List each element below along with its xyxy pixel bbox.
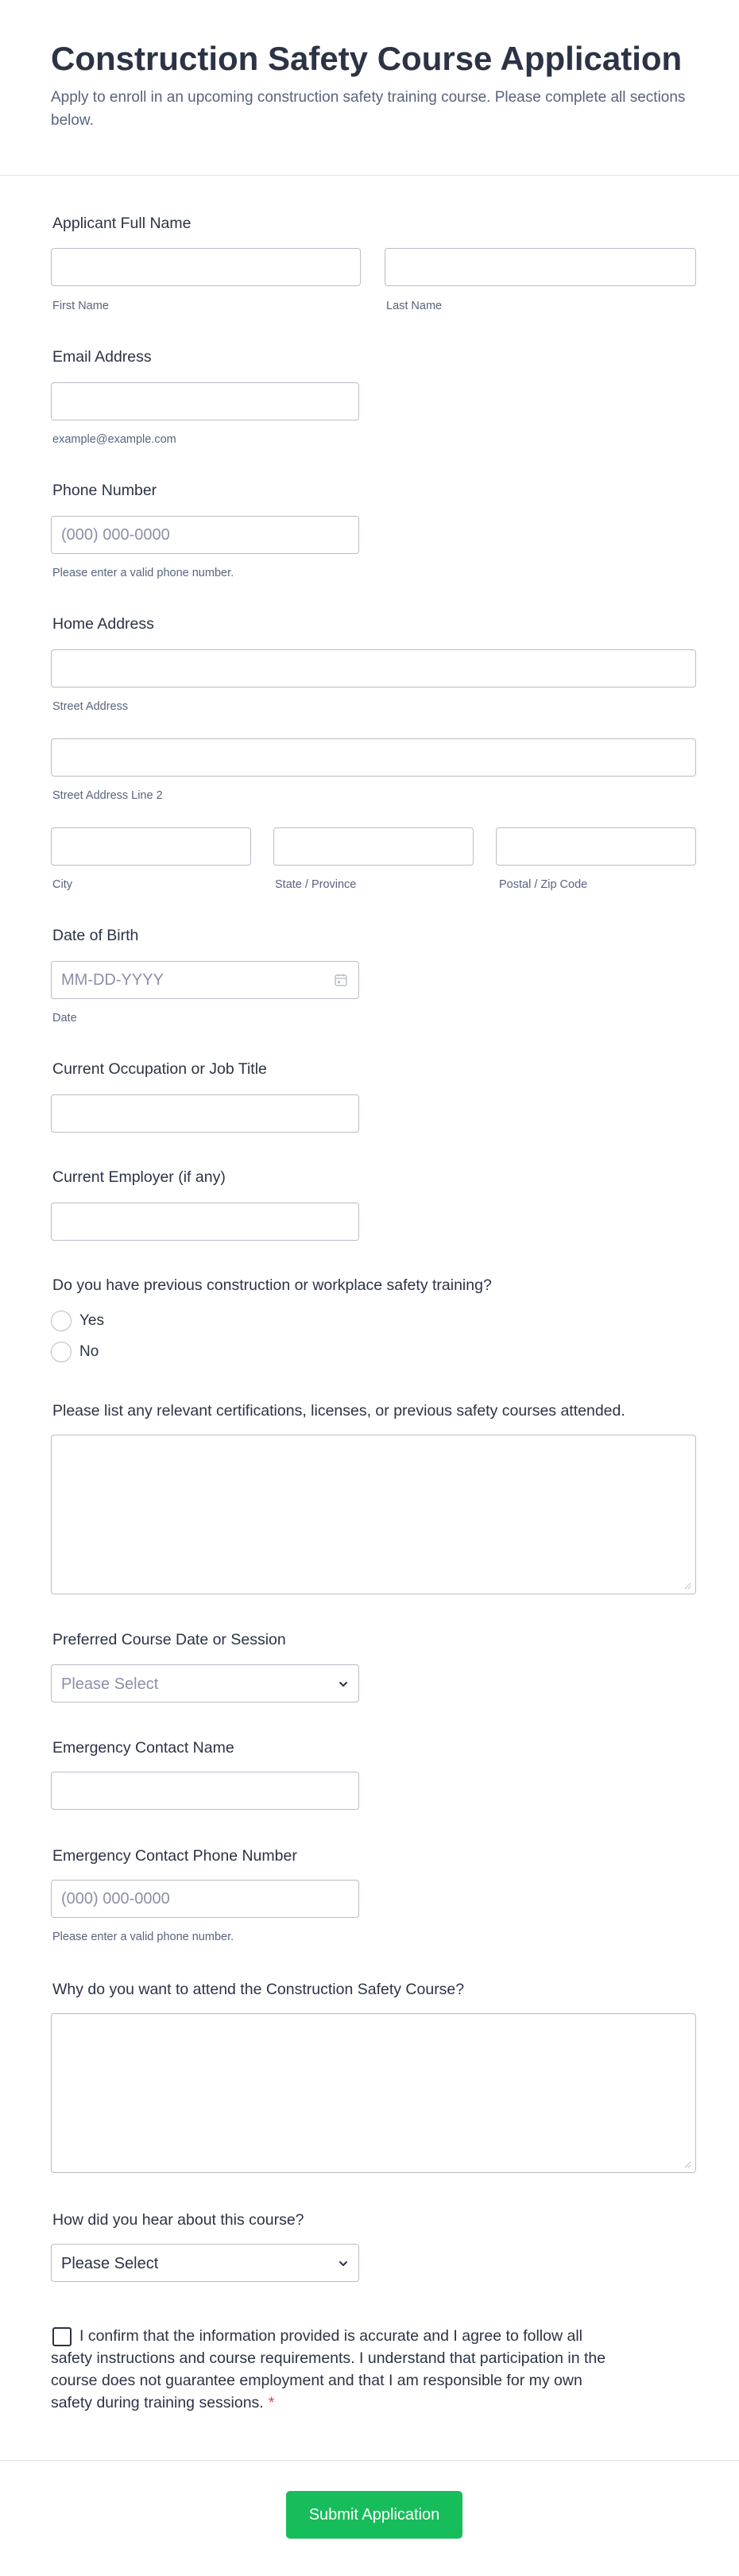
radio-yes[interactable] — [51, 1311, 72, 1331]
state-input[interactable] — [273, 827, 474, 866]
dob-input[interactable] — [51, 961, 359, 999]
address-label: Home Address — [52, 615, 154, 633]
street-address-sublabel: Street Address — [52, 700, 129, 713]
emergency-phone-sublabel: Please enter a valid phone number. — [52, 1931, 234, 1943]
full-name-label: Applicant Full Name — [52, 215, 192, 232]
chevron-down-icon — [338, 2258, 349, 2269]
form-title: Construction Safety Course Application — [51, 40, 683, 77]
certifications-label: Please list any relevant certifications, licenses, or previous safety courses attended. — [52, 1402, 625, 1420]
reason-label: Why do you want to attend the Construction Safety Course? — [52, 1981, 465, 1998]
emergency-name-input[interactable] — [51, 1772, 359, 1810]
city-input[interactable] — [51, 827, 251, 866]
employer-label: Current Employer (if any) — [52, 1168, 226, 1186]
radio-yes-label[interactable]: Yes — [79, 1312, 104, 1329]
employer-input[interactable] — [51, 1203, 359, 1241]
certifications-textarea[interactable] — [51, 1435, 696, 1594]
referral-selected-value: Please Select — [61, 2255, 159, 2272]
last-name-input[interactable] — [385, 248, 696, 286]
street-address-input[interactable] — [51, 649, 696, 688]
street-address-line2-input[interactable] — [51, 738, 696, 777]
postal-code-sublabel: Postal / Zip Code — [499, 878, 588, 891]
street-address-line2-sublabel: Street Address Line 2 — [52, 789, 163, 802]
required-mark: * — [268, 2394, 275, 2411]
previous-training-label: Do you have previous construction or workplace safety training? — [52, 1276, 492, 1294]
consent-text: I confirm that the information provided is accurate and I agree to follow all safety instructions and course requirements. I understand that participation in the course does not guarantee employment and that I am responsible for my own safety during training sessions. — [51, 2327, 606, 2411]
consent-text-block — [51, 2325, 623, 2414]
first-name-input[interactable] — [51, 248, 361, 286]
form-header — [0, 0, 739, 176]
phone-input[interactable] — [51, 516, 359, 554]
postal-code-input[interactable] — [496, 827, 696, 866]
email-input[interactable] — [51, 382, 359, 420]
chevron-down-icon — [338, 1679, 349, 1690]
dob-label: Date of Birth — [52, 927, 139, 944]
course-date-placeholder: Please Select — [61, 1675, 159, 1693]
resize-grip-icon[interactable] — [683, 2160, 691, 2168]
course-date-select[interactable] — [51, 1664, 359, 1702]
email-label: Email Address — [52, 348, 152, 366]
consent-checkbox[interactable] — [52, 2327, 72, 2346]
referral-select[interactable] — [51, 2244, 359, 2282]
email-sublabel: example@example.com — [52, 433, 176, 446]
referral-label: How did you hear about this course? — [52, 2211, 304, 2229]
submit-button[interactable]: Submit Application — [286, 2491, 462, 2539]
footer-divider — [0, 2460, 739, 2461]
occupation-label: Current Occupation or Job Title — [52, 1060, 267, 1078]
emergency-phone-label: Emergency Contact Phone Number — [52, 1847, 297, 1865]
radio-no[interactable] — [51, 1342, 72, 1362]
first-name-sublabel: First Name — [52, 300, 109, 312]
phone-sublabel: Please enter a valid phone number. — [52, 567, 234, 579]
occupation-input[interactable] — [51, 1094, 359, 1133]
calendar-icon[interactable] — [334, 973, 348, 987]
state-sublabel: State / Province — [275, 878, 357, 891]
radio-no-label[interactable]: No — [79, 1343, 99, 1360]
last-name-sublabel: Last Name — [386, 300, 443, 312]
course-date-label: Preferred Course Date or Session — [52, 1631, 286, 1648]
city-sublabel: City — [52, 878, 72, 891]
resize-grip-icon[interactable] — [683, 1582, 691, 1590]
reason-textarea[interactable] — [51, 2013, 696, 2173]
form-subtitle: Apply to enroll in an upcoming construction safety training course. Please complete all sections below. — [51, 89, 686, 129]
emergency-phone-input[interactable] — [51, 1880, 359, 1918]
emergency-name-label: Emergency Contact Name — [52, 1739, 234, 1757]
phone-label: Phone Number — [52, 482, 157, 499]
dob-sublabel: Date — [52, 1012, 77, 1025]
